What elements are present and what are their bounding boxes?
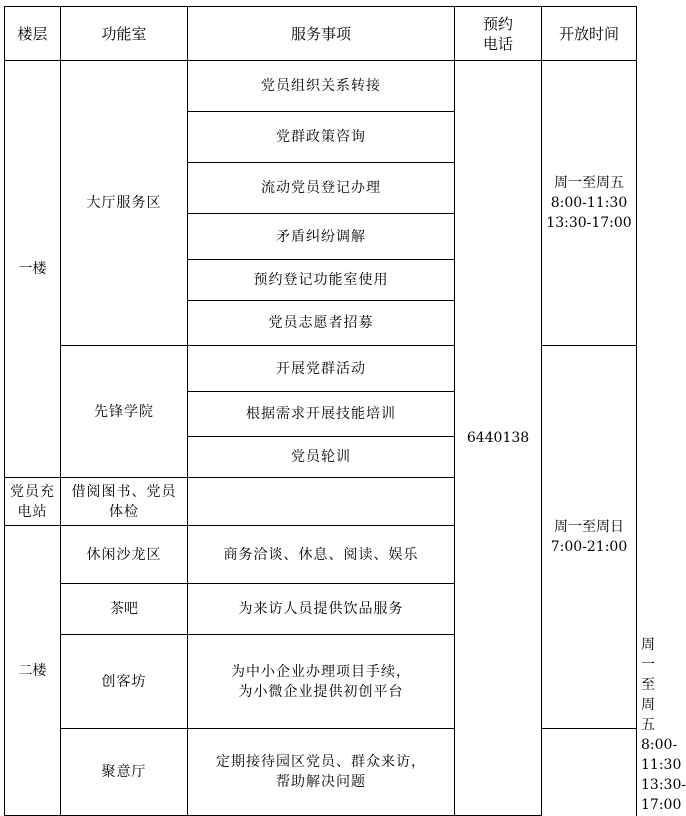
service-item: 党员轮训: [188, 437, 455, 478]
room-academy: 先锋学院: [61, 346, 188, 478]
service-item: 借阅图书、党员体检: [61, 478, 188, 526]
table-row: [5, 61, 637, 112]
header-phone-line2: 电话: [482, 34, 513, 53]
service-line: 为中小企业办理项目手续，: [231, 663, 411, 680]
table-row: 创客坊 为中小企业办理项目手续， 为小微企业提供初创平台 周一至周五 8:00-11:30 13:30-17:00: [5, 635, 637, 729]
table-row: [5, 346, 637, 392]
service-item: 矛盾纠纷调解: [188, 214, 455, 260]
service-line: 帮助解决问题: [276, 774, 366, 790]
room-maker: 创客坊: [61, 635, 188, 729]
header-service: 服务事项: [188, 7, 455, 61]
hours-days: 周一至周日: [554, 519, 624, 535]
service-item: 流动党员登记办理: [188, 163, 455, 214]
hours-block-2: [542, 346, 637, 729]
room-hall: 大厅服务区: [61, 61, 188, 346]
table-row: [5, 729, 637, 816]
service-item: [188, 729, 455, 816]
service-item: 根据需求开展技能培训: [188, 392, 455, 437]
service-item: 党群政策咨询: [188, 112, 455, 163]
service-item: 党员志愿者招募: [188, 301, 455, 346]
service-item: [188, 635, 455, 729]
hours-afternoon: 13:30-17:00: [546, 215, 632, 231]
header-hours: 开放时间: [542, 7, 637, 61]
header-row: [5, 7, 637, 61]
room-salon: 休闲沙龙区: [61, 526, 188, 584]
hours-block-1: [542, 61, 637, 346]
hours-morning: 8:00-11:30: [550, 195, 628, 211]
header-phone: [455, 7, 542, 61]
service-item: 党员组织关系转接: [188, 61, 455, 112]
service-item: 预约登记功能室使用: [188, 260, 455, 301]
hours-range: 7:00-21:00: [550, 539, 628, 555]
phone-number: 6440138: [455, 61, 542, 816]
room-tea: 茶吧: [61, 584, 188, 635]
header-phone-line1: 预约: [482, 14, 513, 33]
service-schedule-table: [4, 6, 686, 816]
room-gathering: 聚意厅: [61, 729, 188, 816]
floor-first: 一楼: [5, 61, 61, 478]
service-item: 商务洽谈、休息、阅读、娱乐: [188, 526, 455, 584]
floor-second: 二楼: [5, 526, 61, 816]
room-charging: 党员充电站: [5, 478, 61, 526]
header-floor: 楼层: [5, 7, 61, 61]
service-item: 开展党群活动: [188, 346, 455, 392]
service-line: 定期接待园区党员、群众来访，: [216, 754, 426, 770]
service-item: 为来访人员提供饮品服务: [188, 584, 455, 635]
service-line: 为小微企业提供初创平台: [238, 683, 404, 700]
header-room: 功能室: [61, 7, 188, 61]
hours-days: 周一至周五: [554, 175, 624, 191]
